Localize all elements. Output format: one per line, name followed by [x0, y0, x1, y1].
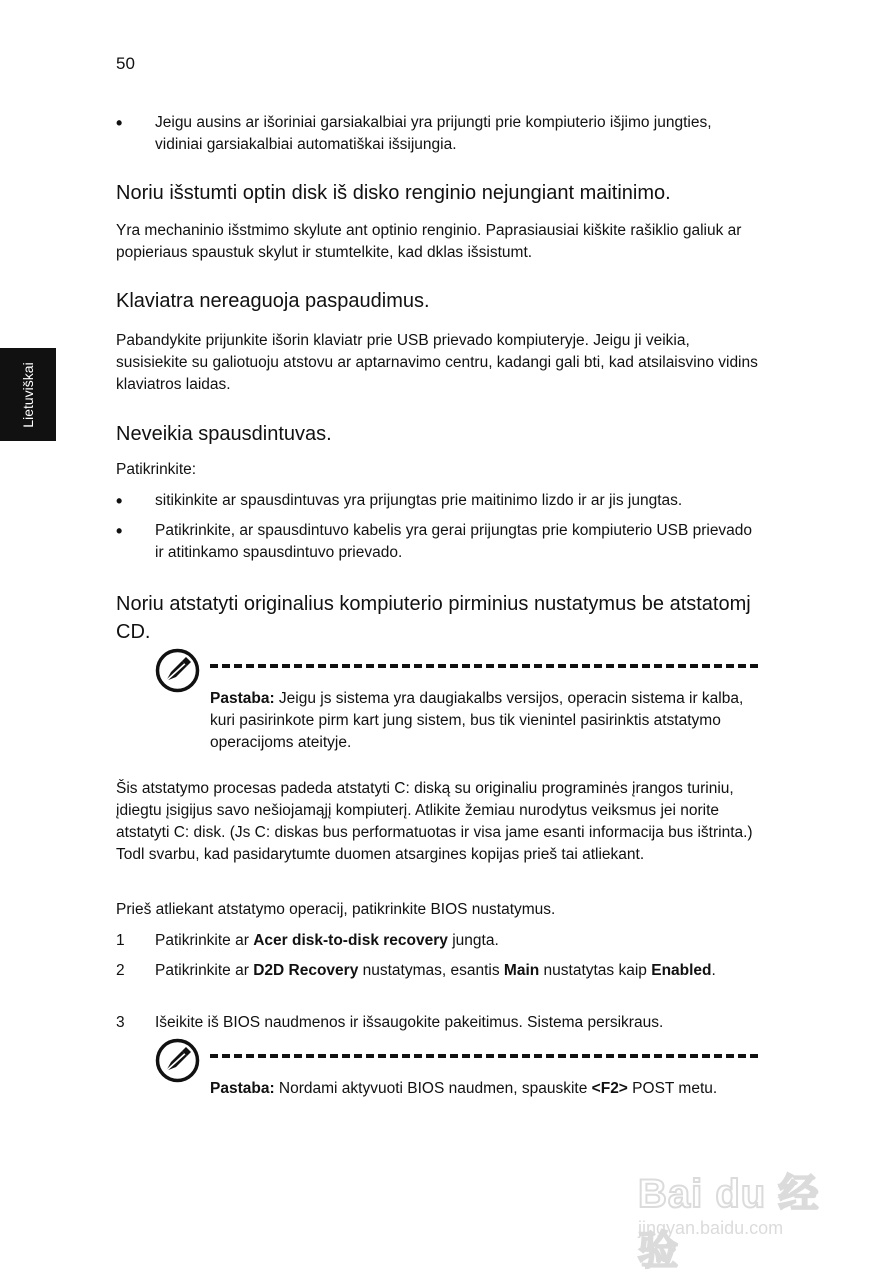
step-text: Patikrinkite ar D2D Recovery nustatymas, esantis Main nustatytas kaip Enabled.: [155, 962, 716, 979]
note-divider: [210, 664, 758, 668]
bullet-icon: •: [116, 491, 123, 511]
list-item-text: sitikinkite ar spausdintuvas yra prijungtas prie maitinimo lizdo ir ar jis jungtas.: [155, 492, 683, 509]
note-text: Jeigu js sistema yra daugiakalbs versijos, operacin sistema ir kalba, kuri pasirinkote pirm kart jung sistem, bus tik vienintel pasirinktis atstatymo operacijoms ateityje.: [210, 690, 744, 751]
list-item-text: Patikrinkite, ar spausdintuvo kabelis yra gerai prijungtas prie kompiuterio USB prievado ir atitinkamo spausdintuvo prievado.: [155, 522, 753, 561]
recovery-bios-check: Prieš atliekant atstatymo operacij, patikrinkite BIOS nustatymus.: [116, 901, 556, 918]
step-number: 2: [116, 962, 125, 979]
section-heading-eject-disc: Noriu išstumti optin disk iš disko renginio nejungiant maitinimo.: [116, 182, 671, 204]
section-lead-printer: Patikrinkite:: [116, 461, 197, 478]
list-item-text: Jeigu ausins ar išoriniai garsiakalbiai yra prijungti prie kompiuterio išjimo jungties, vidiniai garsiakalbiai automatiškai išsijungia.: [155, 114, 712, 153]
note-pen-icon: [155, 648, 200, 693]
note-divider: [210, 1054, 758, 1058]
note-bios-key: Pastaba: Nordami aktyvuoti BIOS naudmen, spauskite <F2> POST metu.: [210, 1080, 718, 1097]
note-recovery-language: [210, 688, 750, 754]
step-text: Patikrinkite ar Acer disk-to-disk recovery jungta.: [155, 932, 499, 949]
section-body-keyboard: Pabandykite prijunkite išorin klaviatr prie USB prievado kompiuteryje. Jeigu ji veikia, susisiekite su galiotuoju atstovu ar aptarnavimo centru, kadangi gali bti, kad atsilaisvino vidins klaviatros laidas.: [116, 332, 758, 393]
language-side-tab-label: Lietuviškai: [20, 361, 36, 428]
bullet-icon: •: [116, 521, 123, 541]
page-number: 50: [116, 54, 135, 73]
note-pen-icon: [155, 1038, 200, 1083]
step-number: 3: [116, 1014, 125, 1031]
baidu-jingyan-watermark: [630, 1140, 850, 1273]
step-number: 1: [116, 932, 125, 949]
bullet-icon: •: [116, 113, 123, 133]
note-label: Pastaba:: [210, 1080, 275, 1097]
section-heading-printer: Neveikia spausdintuvas.: [116, 423, 332, 445]
section-heading-keyboard: Klaviatra nereaguoja paspaudimus.: [116, 290, 430, 312]
watermark-url: jingyan.baidu.com: [638, 1218, 784, 1238]
section-heading-recovery: Noriu atstatyti originalius kompiuterio pirminius nustatymus be atstatomj CD.: [116, 593, 751, 643]
language-side-tab: [0, 348, 56, 441]
step-text: Išeikite iš BIOS naudmenos ir išsaugokite pakeitimus. Sistema persikraus.: [155, 1014, 664, 1031]
watermark-logo: Bai du 经验: [638, 1172, 820, 1273]
recovery-paragraph: Šis atstatymo procesas padeda atstatyti C: diską su originaliu programinės įrangos turiniu, įdiegtu įsigijus savo nešiojamąjį kompiuterį. Atlikite žemiau nurodytus veiksmus jei norite atstatyti C: disk. (Js C: diskas bus performatuotas ir visa jame esanti informacija bus ištrinta.) Todl svarbu, kad pasidarytumte duomen atsargines kopijas prieš tai atliekant.: [116, 780, 753, 863]
section-body-eject-disc: Yra mechaninio išstmimo skylute ant optinio renginio. Paprasiausiai kiškite rašiklio galiuk ar popieriaus spaustuk skylut ir stumtelkite, kad dklas išsistumt.: [116, 222, 742, 261]
note-label: Pastaba:: [210, 690, 275, 707]
